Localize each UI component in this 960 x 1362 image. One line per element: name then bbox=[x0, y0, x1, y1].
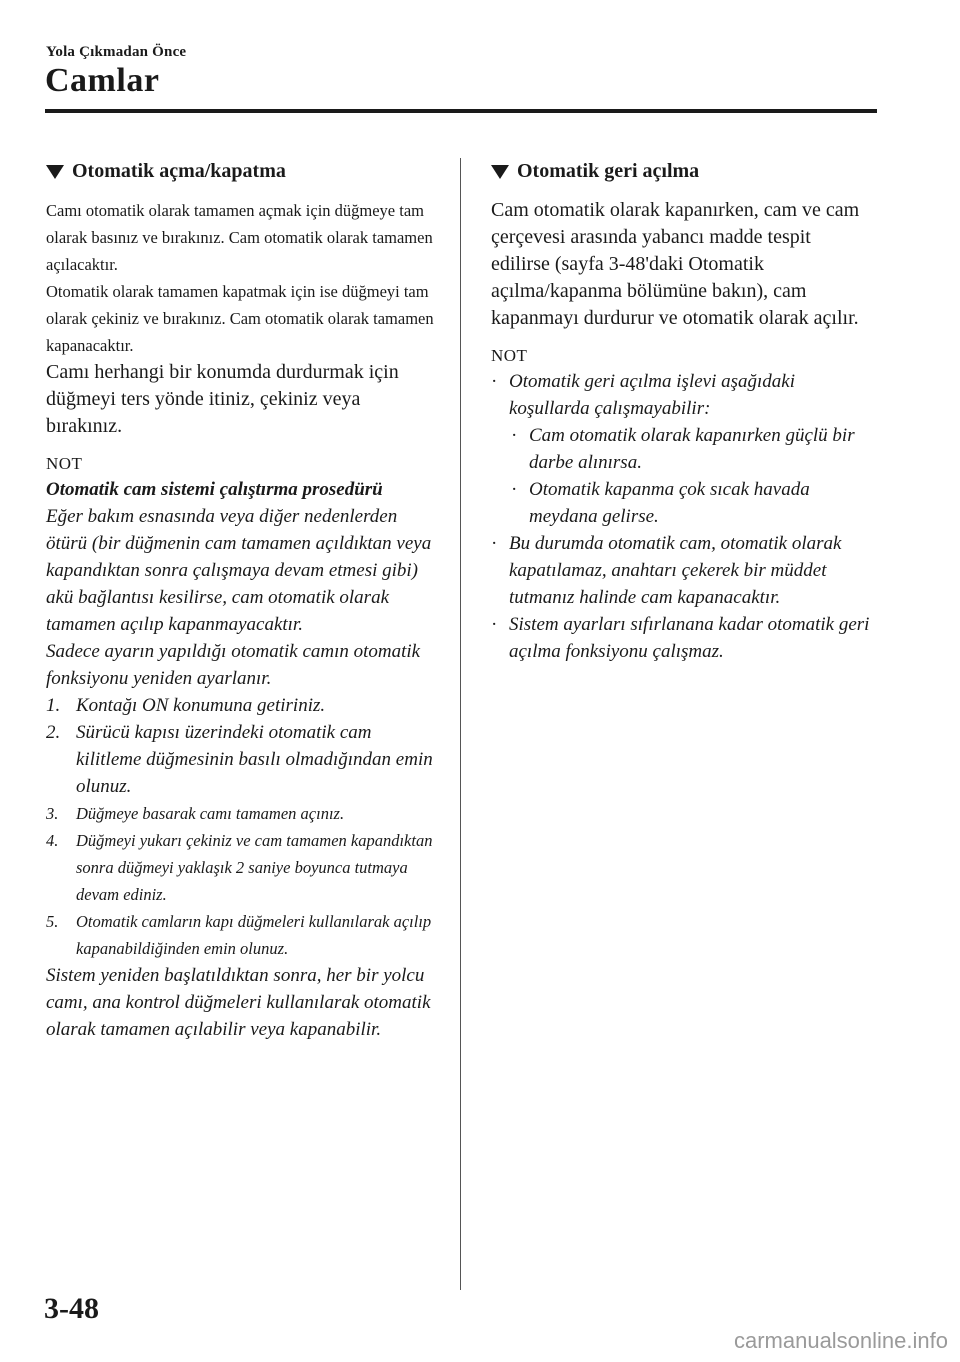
step-number: 2. bbox=[46, 722, 61, 743]
bullet-text: Bu durumda otomatik cam, otomatik olarak kapatılamaz, anahtarı çekerek bir müddet tutmanız halinde cam kapanacaktır. bbox=[509, 533, 842, 608]
step-number: 1. bbox=[46, 695, 61, 716]
left-column bbox=[46, 160, 441, 1043]
bullet-text: Cam otomatik olarak kapanırken güçlü bir darbe alınırsa. bbox=[529, 425, 855, 473]
heading-text: Otomatik açma/kapatma bbox=[72, 160, 286, 182]
step-text: Otomatik camların kapı düğmeleri kullanılarak açılıp kapanabildiğinden emin olunuz. bbox=[76, 912, 432, 958]
note-label: NOT bbox=[46, 454, 83, 473]
triangle-marker-icon bbox=[46, 165, 64, 179]
list-item bbox=[46, 908, 441, 962]
bullet-text: Otomatik geri açılma işlevi aşağıdaki koşullarda çalışmayabilir: bbox=[509, 371, 796, 419]
triangle-marker-icon bbox=[491, 165, 509, 179]
note-outro: Sistem yeniden başlatıldıktan sonra, her bir yolcu camı, ana kontrol düğmeleri kullanılarak otomatik olarak tamamen açılabilir veya kapanabilir. bbox=[46, 965, 431, 1040]
page-number: 3-48 bbox=[44, 1292, 99, 1325]
bullet-dot-icon: · bbox=[491, 614, 498, 635]
bullet-dot-icon: · bbox=[491, 371, 498, 392]
list-item bbox=[46, 719, 441, 800]
list-item bbox=[491, 611, 871, 665]
bullet-dot-icon: · bbox=[511, 479, 518, 500]
note-intro: Eğer bakım esnasında veya diğer nedenlerden ötürü (bir düğmenin cam tamamen açıldıktan veya kapandıktan sonra çalışmaya devam etmesi gibi) akü bağlantısı kesilirse, cam otomatik olarak tamamen açılıp kapanmayacaktır. bbox=[46, 506, 432, 635]
step-text: Kontağı ON konumuna getiriniz. bbox=[76, 695, 326, 716]
note-title: Otomatik cam sistemi çalıştırma prosedürü bbox=[46, 479, 383, 500]
column-divider bbox=[460, 158, 461, 1290]
watermark: carmanualsonline.info bbox=[733, 1328, 948, 1353]
heading-text: Otomatik geri açılma bbox=[517, 160, 700, 182]
section-label: Yola Çıkmadan Önce bbox=[46, 44, 187, 60]
right-column bbox=[491, 160, 871, 665]
header-divider bbox=[45, 109, 877, 113]
bullet-dot-icon: · bbox=[491, 533, 498, 554]
section-heading-auto-open-close bbox=[46, 160, 441, 183]
list-item bbox=[491, 530, 871, 611]
step-number: 4. bbox=[46, 831, 59, 850]
paragraph-close: Otomatik olarak tamamen kapatmak için ise düğmeyi tam olarak çekiniz ve bırakınız. Cam otomatik olarak tamamen kapanacaktır. bbox=[46, 282, 434, 355]
step-text: Düğmeye basarak camı tamamen açınız. bbox=[76, 804, 345, 823]
section-heading-auto-reverse bbox=[491, 160, 871, 183]
paragraph-open: Camı otomatik olarak tamamen açmak için düğmeye tam olarak basınız ve bırakınız. Cam otomatik olarak tamamen açılacaktır. bbox=[46, 201, 433, 274]
list-item bbox=[491, 476, 871, 530]
step-text: Sürücü kapısı üzerindeki otomatik cam kilitleme düğmesinin basılı olmadığından emin olunuz. bbox=[76, 722, 433, 797]
list-item bbox=[46, 827, 441, 908]
list-item bbox=[46, 692, 441, 719]
paragraph-auto-reverse: Cam otomatik olarak kapanırken, cam ve cam çerçevesi arasında yabancı madde tespit edilirse (sayfa 3-48'daki Otomatik açılma/kapanma bölümüne bakın), cam kapanmayı durdurur ve otomatik olarak açılır. bbox=[491, 199, 860, 329]
list-item bbox=[491, 368, 871, 422]
step-number: 5. bbox=[46, 912, 59, 931]
paragraph-stop: Camı herhangi bir konumda durdurmak için düğmeyi ters yönde itiniz, çekiniz veya bırakınız. bbox=[46, 361, 399, 437]
note-intro-2: Sadece ayarın yapıldığı otomatik camın otomatik fonksiyonu yeniden ayarlanır. bbox=[46, 641, 421, 689]
bullet-text: Otomatik kapanma çok sıcak havada meydana gelirse. bbox=[529, 479, 810, 527]
page-title: Camlar bbox=[45, 62, 160, 99]
bullet-dot-icon: · bbox=[511, 425, 518, 446]
step-number: 3. bbox=[46, 804, 59, 823]
step-text: Düğmeyi yukarı çekiniz ve cam tamamen kapandıktan sonra düğmeyi yaklaşık 2 saniye boyunca tutmaya devam ediniz. bbox=[76, 831, 433, 904]
list-item bbox=[46, 800, 441, 827]
bullet-text: Sistem ayarları sıfırlanana kadar otomatik geri açılma fonksiyonu çalışmaz. bbox=[509, 614, 870, 662]
note-label: NOT bbox=[491, 346, 528, 365]
list-item bbox=[491, 422, 871, 476]
